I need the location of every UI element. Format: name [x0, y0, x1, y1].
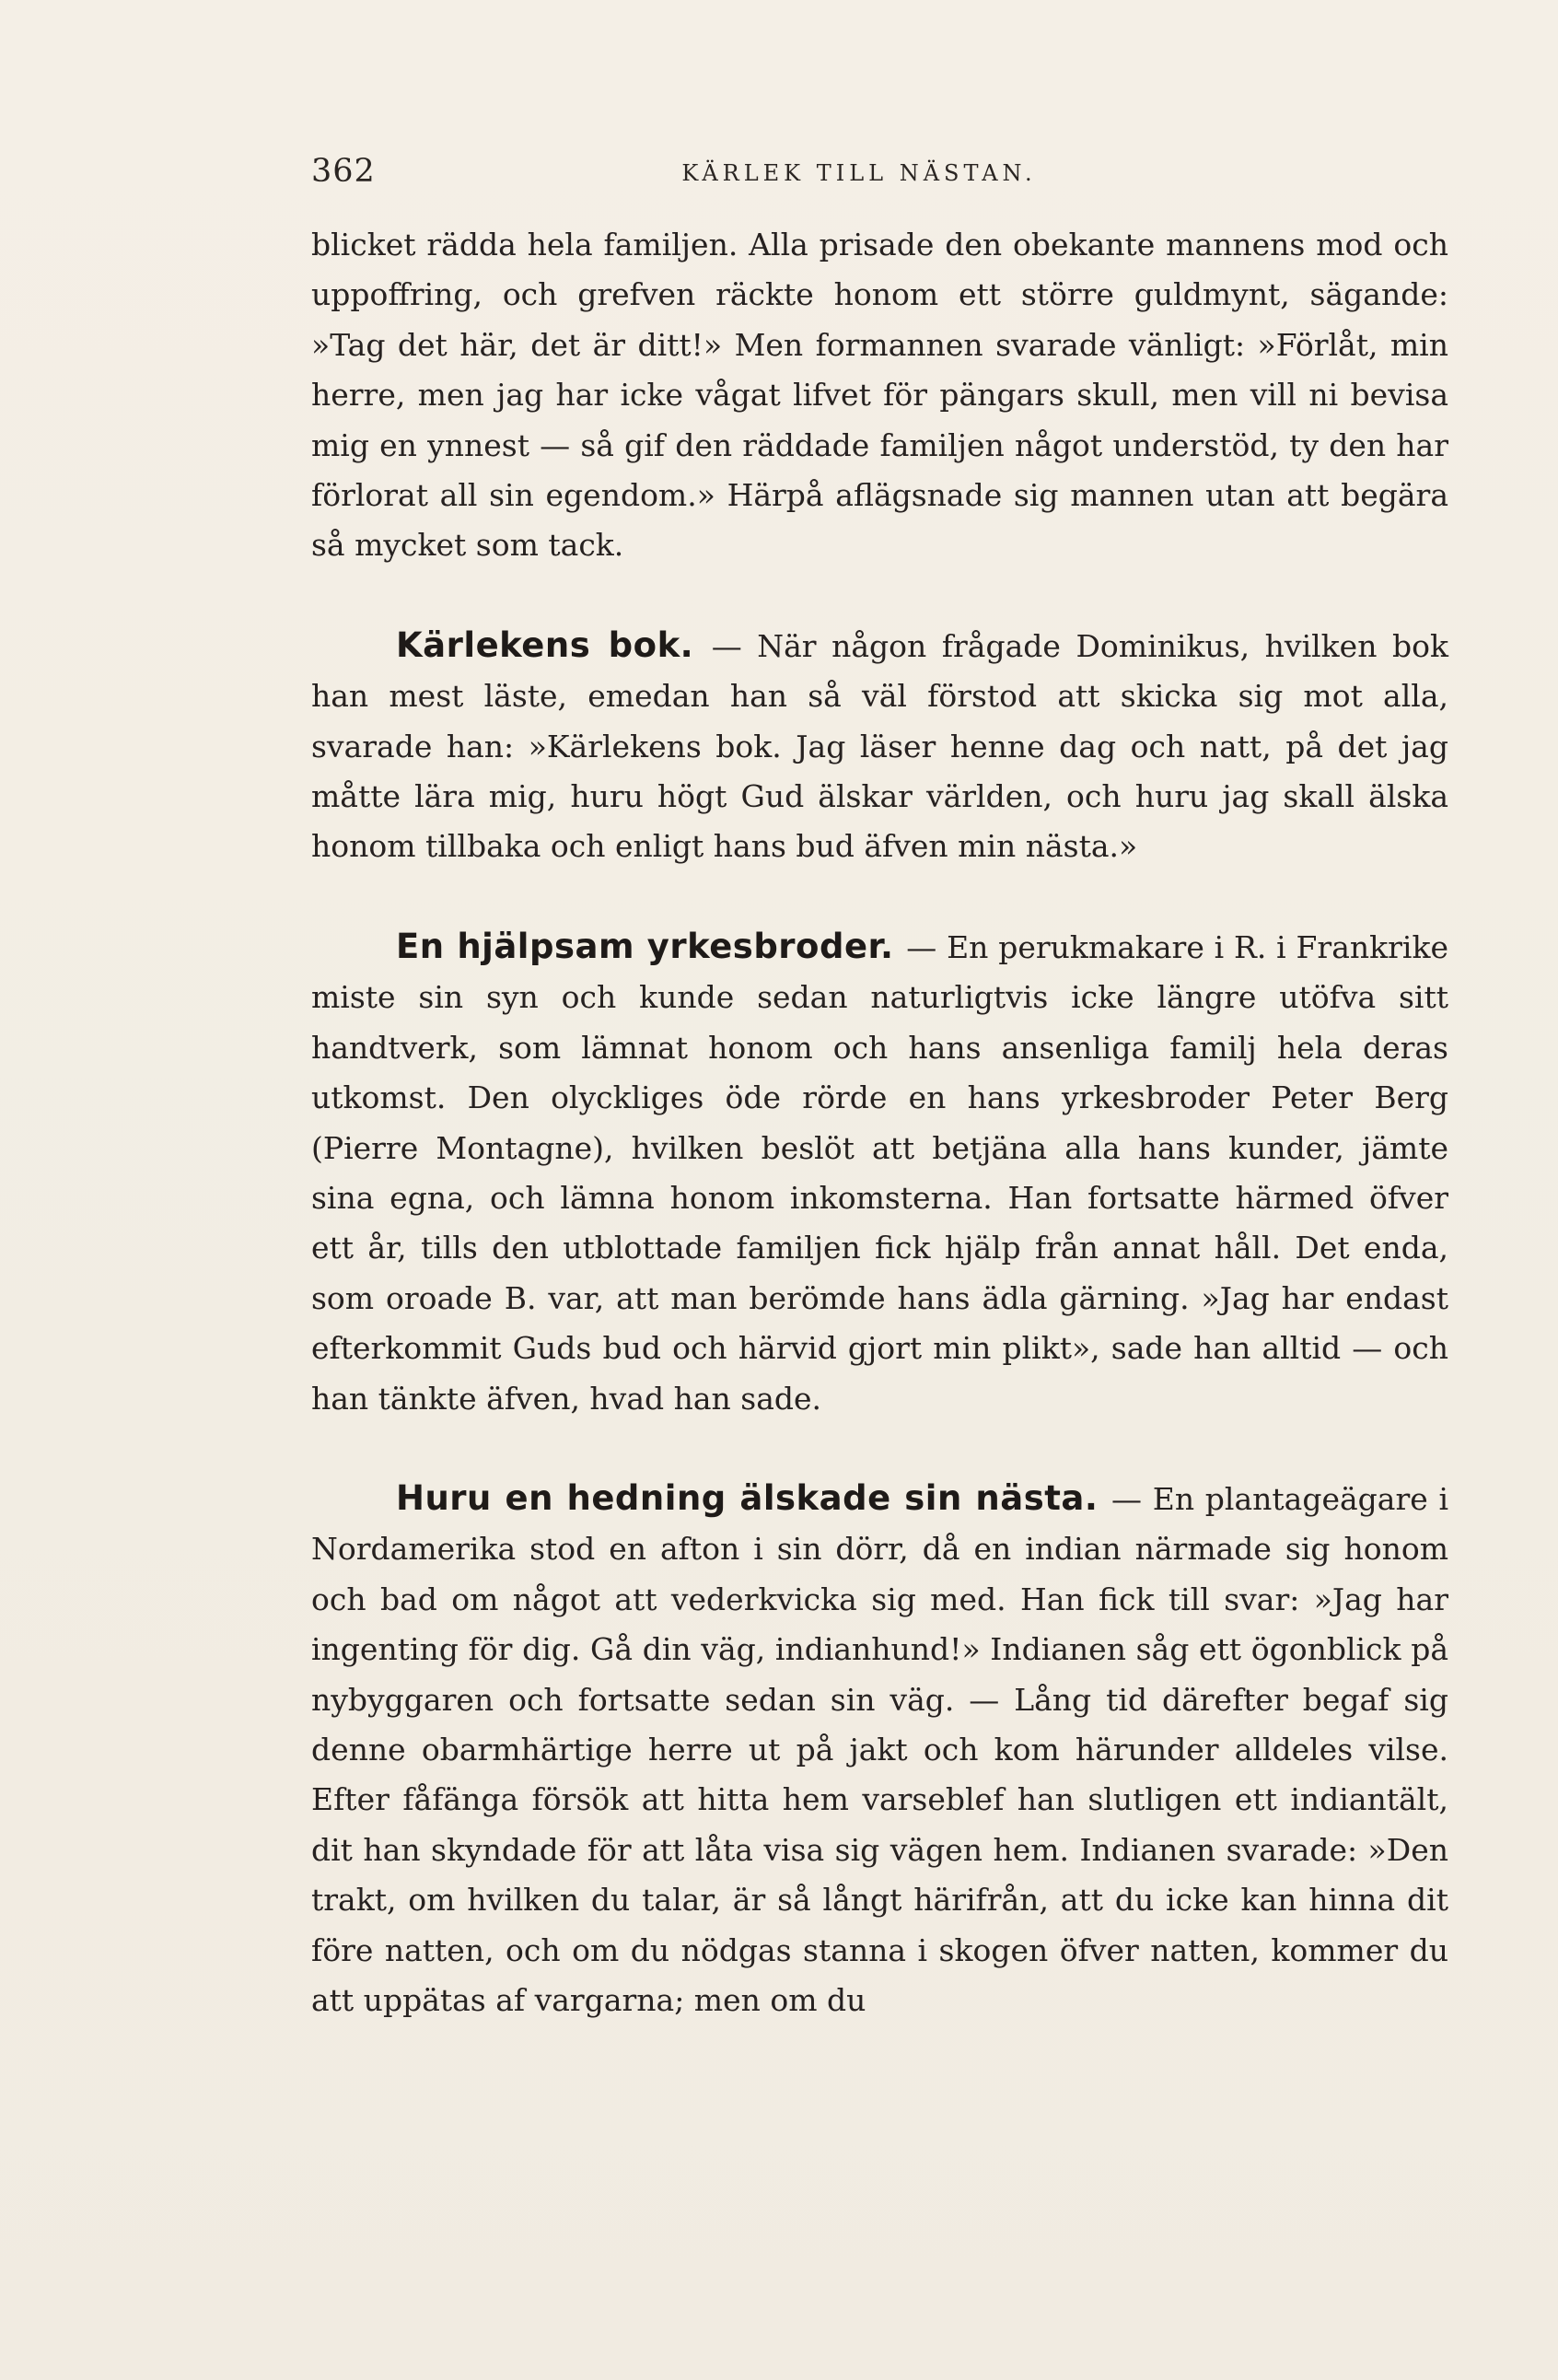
section-text: — När någon frågade Dominikus, hvilken bok han mest läste, emedan han så väl förstod att skicka sig mot alla, svarade han: »Kärlekens bok. Jag läser henne dag och natt, på det jag måtte lära mig, huru högt Gud älskar världen, och huru jag skall älska honom tillbaka och enligt hans bud äfven min nästa.» [311, 627, 1448, 865]
section-karlekens-bok [311, 621, 1448, 872]
page-header [311, 153, 1448, 199]
page-number: 362 [311, 153, 376, 190]
running-head: KÄRLEK TILL NÄSTAN. [681, 160, 1037, 186]
intro-paragraph: blicket rädda hela familjen. Alla prisade den obekante mannens mod och uppoffring, och grefven räckte honom ett större guldmynt, sägande: »Tag det här, det är ditt!» Men formannen svarade vänligt: »Förlåt, min herre, men jag har icke vågat lifvet för pängars skull, men vill ni bevisa mig en ynnest — så gif den räddade familjen något understöd, ty den har förlorat all sin egendom.» Härpå aflägsnade sig mannen utan att begära så mycket som tack. [311, 227, 1448, 564]
section-text: — En perukmakare i R. i Frankrike miste sin syn och kunde sedan naturligtvis icke längre utöfva sitt handtverk, som lämnat honom och hans ansenliga familj hela deras utkomst. Den olyckliges öde rörde en hans yrkesbroder Peter Berg (Pierre Montagne), hvilken beslöt att betjäna alla hans kunder, jämte sina egna, och lämna honom inkomsterna. Han fortsatte härmed öfver ett år, tills den utblottade familjen fick hjälp från annat håll. Det enda, som oroade B. var, att man berömde hans ädla gärning. »Jag har endast efterkommit Guds bud och härvid gjort min plikt», sade han alltid — och han tänkte äfven, hvad han sade. [311, 928, 1448, 1417]
section-title: En hjälpsam yrkesbroder. [396, 926, 907, 966]
section-title: Huru en hedning älskade sin nästa. [396, 1477, 1112, 1518]
section-huru-en-hedning [311, 1474, 1448, 2025]
section-en-hjalpsam-yrkesbroder [311, 922, 1448, 1424]
section-text: — En plantageägare i Nordamerika stod en afton i sin dörr, då en indian närmade sig honom och bad om något att vederkvicka sig med. Han fick till svar: »Jag har ingenting för dig. Gå din väg, indianhund!» Indianen såg ett ögonblick på nybyggaren och fortsatte sedan sin väg. — Lång tid därefter begaf sig denne obarmhärtige herre ut på jakt och kom härunder alldeles vilse. Efter fåfänga försök att hitta hem varseblef han slutligen ett indiantält, dit han skyndade för att låta visa sig vägen hem. Indianen svarade: »Den trakt, om hvilken du talar, är så långt härifrån, att du icke kan hinna dit före natten, och om du nödgas stanna i skogen öfver natten, kommer du att uppätas af vargarna; men om du [311, 1480, 1449, 2018]
section-title: Kärlekens bok. [396, 624, 712, 665]
body-text [311, 220, 1448, 2025]
